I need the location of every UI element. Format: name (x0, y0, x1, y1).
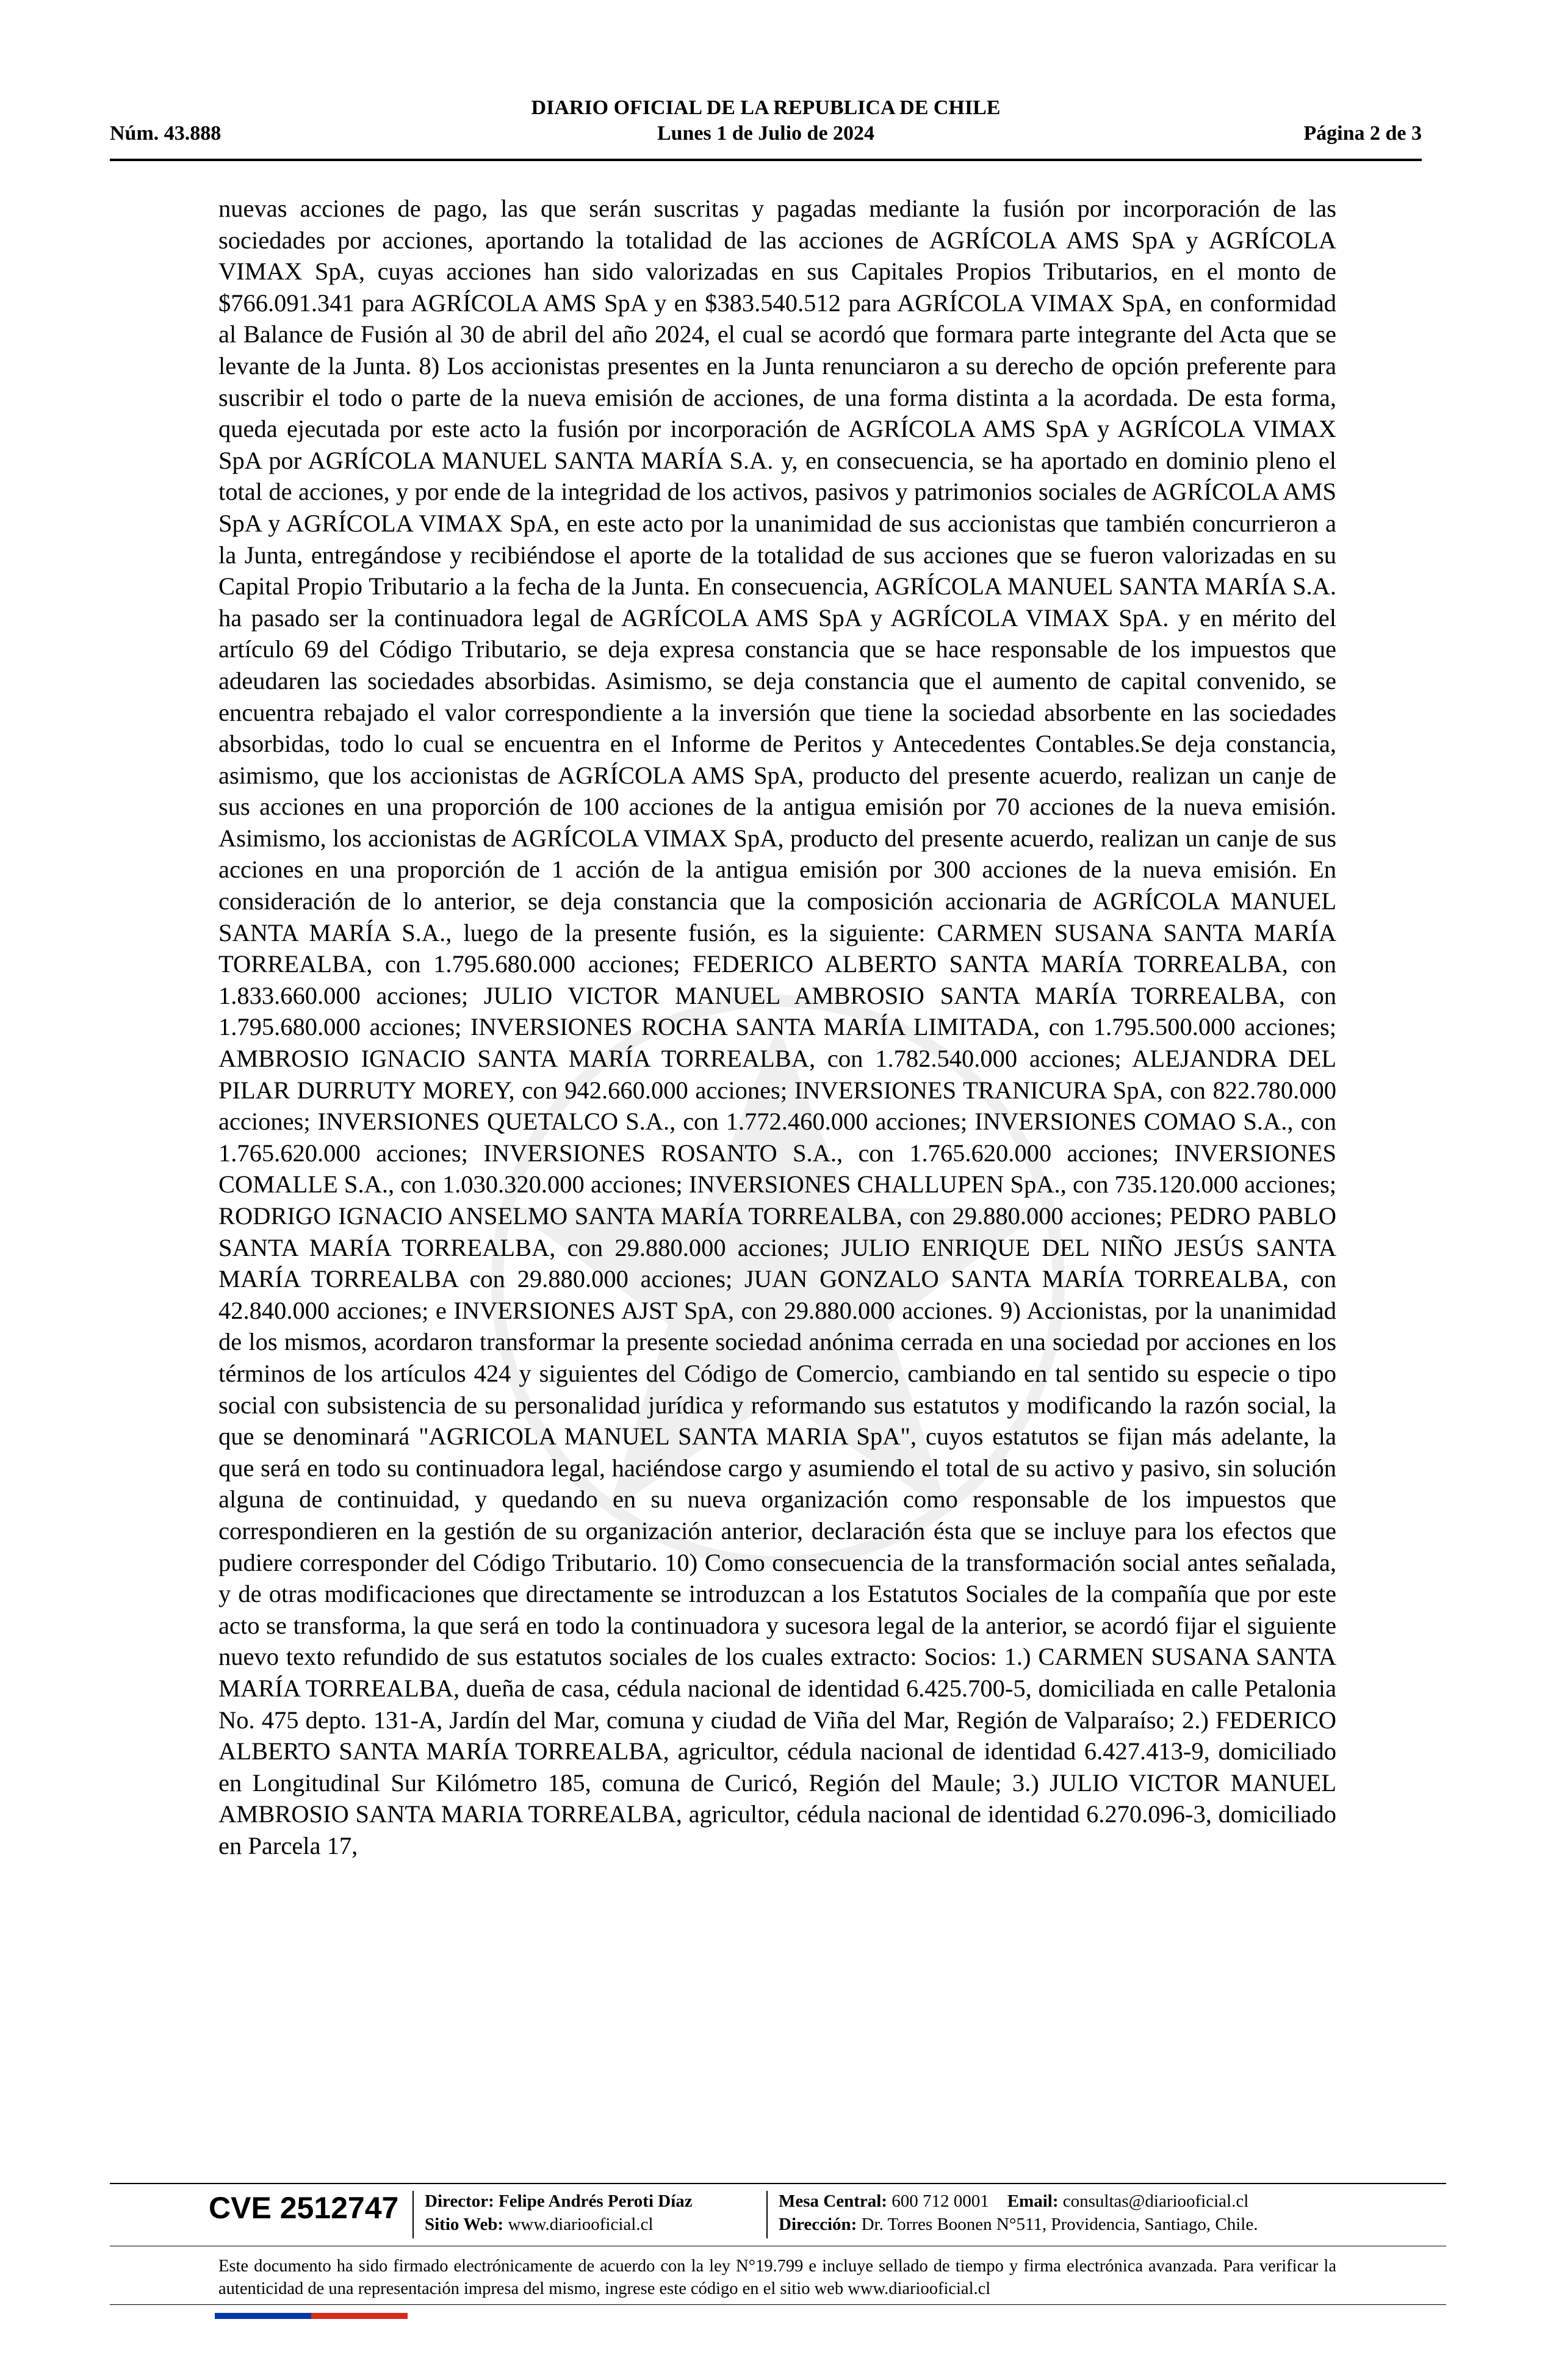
signature-disclaimer: Este documento ha sido firmado electrónicamente de acuerdo con la ley N°19.799 e incluye sellado de tiempo y firma electrónica avanzada. Para verificar la autenticidad de una representación impresa del mismo, ingrese este código en el sitio web www.diariooficial.cl (218, 2257, 1336, 2298)
footer-contact-block (779, 2190, 1258, 2236)
publication-title: DIARIO OFICIAL DE LA REPUBLICA DE CHILE (531, 96, 1001, 119)
footer-separator (412, 2191, 414, 2238)
page-number: Página 2 de 3 (1303, 122, 1422, 145)
footer-director-block (425, 2190, 693, 2236)
page-header (110, 92, 1422, 161)
body-paragraph: nuevas acciones de pago, las que serán suscritas y pagadas mediante la fusión por incorporación de las sociedades por acciones, aportando la totalidad de las acciones de AGRÍCOLA AMS SpA y AGRÍCOLA VIMAX SpA, cuyas acciones han sido valorizadas en sus Capitales Propios Tributarios, en el monto de $766.091.341 para AGRÍCOLA AMS SpA y en $383.540.512 para AGRÍCOLA VIMAX SpA, en conformidad al Balance de Fusión al 30 de abril del año 2024, el cual se acordó que formara parte integrante del Acta que se levante de la Junta. 8) Los accionistas presentes en la Junta renunciaron a su derecho de opción preferente para suscribir el todo o parte de la nueva emisión de acciones, de una forma distinta a la acordada. De esta forma, queda ejecutada por este acto la fusión por incorporación de AGRÍCOLA AMS SpA y AGRÍCOLA VIMAX SpA por AGRÍCOLA MANUEL SANTA MARÍA S.A. y, en consecuencia, se ha aportado en dominio pleno el total de acciones, y por ende de la integridad de los activos, pasivos y patrimonios sociales de AGRÍCOLA AMS SpA y AGRÍCOLA VIMAX SpA, en este acto por la unanimidad de sus accionistas que también concurrieron a la Junta, entregándose y recibiéndose el aporte de la totalidad de sus acciones que se fueron valorizadas en su Capital Propio Tributario a la fecha de la Junta. En consecuencia, AGRÍCOLA MANUEL SANTA MARÍA S.A. ha pasado ser la continuadora legal de AGRÍCOLA AMS SpA y AGRÍCOLA VIMAX SpA. y en mérito del artículo 69 del Código Tributario, se deja expresa constancia que se hace responsable de los impuestos que adeudaren las sociedades absorbidas. Asimismo, se deja constancia que el aumento de capital convenido, se encuentra rebajado el valor correspondiente a la inversión que tiene la sociedad absorbente en las sociedades absorbidas, todo lo cual se encuentra en el Informe de Peritos y Antecedentes Contables.Se deja constancia, asimismo, que los accionistas de AGRÍCOLA AMS SpA, producto del presente acuerdo, realizan un canje de sus acciones en una proporción de 100 acciones de la antigua emisión por 70 acciones de la nueva emisión. Asimismo, los accionistas de AGRÍCOLA VIMAX SpA, producto del presente acuerdo, realizan un canje de sus acciones en una proporción de 1 acción de la antigua emisión por 300 acciones de la nueva emisión. En consideración de lo anterior, se deja constancia que la composición accionaria de AGRÍCOLA MANUEL SANTA MARÍA S.A., luego de la presente fusión, es la siguiente: CARMEN SUSANA SANTA MARÍA TORREALBA, con 1.795.680.000 acciones; FEDERICO ALBERTO SANTA MARÍA TORREALBA, con 1.833.660.000 acciones; JULIO VICTOR MANUEL AMBROSIO SANTA MARÍA TORREALBA, con 1.795.680.000 acciones; INVERSIONES ROCHA SANTA MARÍA LIMITADA, con 1.795.500.000 acciones; AMBROSIO IGNACIO SANTA MARÍA TORREALBA, con 1.782.540.000 acciones; ALEJANDRA DEL PILAR DURRUTY MOREY, con 942.660.000 acciones; INVERSIONES TRANICURA SpA, con 822.780.000 acciones; INVERSIONES QUETALCO S.A., con 1.772.460.000 acciones; INVERSIONES COMAO S.A., con 1.765.620.000 acciones; INVERSIONES ROSANTO S.A., con 1.765.620.000 acciones; INVERSIONES COMALLE S.A., con 1.030.320.000 acciones; INVERSIONES CHALLUPEN SpA., con 735.120.000 acciones; RODRIGO IGNACIO ANSELMO SANTA MARÍA TORREALBA, con 29.880.000 acciones; PEDRO PABLO SANTA MARÍA TORREALBA, con 29.880.000 acciones; JULIO ENRIQUE DEL NIÑO JESÚS SANTA MARÍA TORREALBA con 29.880.000 acciones; JUAN GONZALO SANTA MARÍA TORREALBA, con 42.840.000 acciones; e INVERSIONES AJST SpA, con 29.880.000 acciones. 9) Accionistas, por la unanimidad de los mismos, acordaron transformar la presente sociedad anónima cerrada en una sociedad por acciones en los términos de los artículos 424 y siguientes del Código de Comercio, cambiando en tal sentido su especie o tipo social con subsistencia de su personalidad jurídica y reformando sus estatutos y modificando la razón social, la que se denominará "AGRICOLA MANUEL SANTA MARIA SpA", cuyos estatutos se fijan más adelante, la que será en todo su continuadora legal, haciéndose cargo y asumiendo el total de su activo y pasivo, sin solución alguna de continuidad, y quedando en su nueva organización como responsable de los impuestos que correspondieren en la gestión de su organización anterior, declaración ésta que se incluye para los efectos que pudiere corresponder del Código Tributario. 10) Como consecuencia de la transformación social antes señalada, y de otras modificaciones que directamente se introduzcan a los Estatutos Sociales de la compañía que por este acto se transforma, la que será en todo la continuadora y sucesora legal de la anterior, se acordó fijar el siguiente nuevo texto refundido de sus estatutos sociales de los cuales extracto: Socios: 1.) CARMEN SUSANA SANTA MARÍA TORREALBA, dueña de casa, cédula nacional de identidad 6.425.700-5, domiciliada en calle Petalonia No. 475 depto. 131-A, Jardín del Mar, comuna y ciudad de Viña del Mar, Región de Valparaíso; 2.) FEDERICO ALBERTO SANTA MARÍA TORREALBA, agricultor, cédula nacional de identidad 6.427.413-9, domiciliado en Longitudinal Sur Kilómetro 185, comuna de Curicó, Región del Maule; 3.) JULIO VICTOR MANUEL AMBROSIO SANTA MARIA TORREALBA, agricultor, cédula nacional de identidad 6.270.096-3, domiciliado en Parcela 17, (218, 195, 1336, 1859)
phone-label: Mesa Central: (779, 2191, 887, 2211)
document-body (218, 193, 1336, 2109)
cve-code: CVE 2512747 (209, 2191, 399, 2225)
director-name: Felipe Andrés Peroti Díaz (499, 2191, 693, 2211)
website-label: Sitio Web: (425, 2215, 504, 2234)
address-value: Dr. Torres Boonen N°511, Providencia, Santiago, Chile. (861, 2215, 1258, 2234)
flag-stripe-red (311, 2313, 408, 2319)
issue-date: Lunes 1 de Julio de 2024 (657, 122, 875, 145)
email-label: Email: (1007, 2191, 1059, 2211)
footer-bottom-divider (110, 2304, 1446, 2305)
issue-number: Núm. 43.888 (110, 122, 222, 145)
website-link[interactable]: www.diariooficial.cl (508, 2215, 654, 2234)
director-label: Director: (425, 2191, 494, 2211)
phone-value: 600 712 0001 (891, 2191, 989, 2211)
email-link[interactable]: consultas@diariooficial.cl (1062, 2191, 1249, 2211)
address-label: Dirección: (779, 2215, 857, 2234)
footer-separator (766, 2191, 768, 2238)
footer-top-divider (110, 2183, 1446, 2184)
flag-stripe-blue (215, 2313, 311, 2319)
